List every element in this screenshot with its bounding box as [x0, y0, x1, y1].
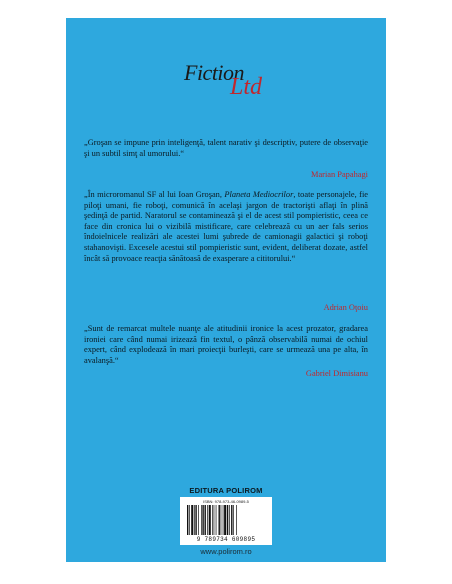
barcode-bar — [236, 505, 237, 535]
quote-2: „În microromanul SF al lui Ioan Groşan, Planeta Mediocrilor, toate personajele, fie piloţi umani, fie roboţi, comunică în acelaşi jargon de tractorişti aflaţi în plină şedinţă de partid. Naratorul se contaminează şi el de acest stil pompieristic, ceea ce face din cronica lui o vizibilă mistificare, care celebrează cu un aer fals serios îndoielnicele realizări ale acestei lumi şubrede de camionagii galactici şi roboţi stahanovişti. Excesele acestui stil pompieristic sunt, evident, deliberat dozate, astfel încât să provoace reacţia sănătoasă de exasperare a cititorului.“ — [84, 190, 368, 263]
quote-1-author: Marian Papahagi — [311, 170, 368, 179]
barcode-bar — [207, 505, 208, 535]
barcode-bar — [194, 505, 195, 535]
barcode-bar — [191, 505, 193, 535]
barcode-bar — [187, 505, 188, 535]
barcode-bar — [219, 505, 220, 535]
logo-word: Fiction — [184, 60, 245, 85]
barcode-bar — [223, 505, 224, 535]
barcode-bar — [202, 505, 203, 535]
barcode-bars — [186, 505, 266, 535]
barcode-bar — [201, 505, 202, 535]
quote-3: „Sunt de remarcat multele nuanţe ale atitudinii ironice la acest prozator, gradarea ironiei care când numai irizează fin textul, o pânză observabilă numai de ochiul expert, când explodează în mari proiecţii burleşti, care se urmează una pe alta, în avalanşă.“ — [84, 324, 368, 365]
barcode-bar — [205, 505, 206, 535]
barcode-bar — [212, 505, 213, 535]
barcode-bar — [227, 505, 228, 535]
quote-3-author: Gabriel Dimisianu — [305, 369, 368, 378]
barcode-bar — [214, 505, 215, 535]
barcode-bar — [224, 505, 226, 535]
barcode-bar — [198, 505, 199, 535]
quote-2-author: Adrian Oţoiu — [323, 303, 368, 312]
fiction-ltd-logo — [184, 60, 304, 110]
barcode-bar — [189, 505, 190, 535]
isbn-label: ISBN: 978-973-46-0989-5 — [203, 499, 249, 504]
barcode-bar — [229, 505, 230, 535]
barcode-bar — [221, 505, 222, 535]
publisher-name: EDITURA POLIROM — [189, 486, 263, 495]
barcode-bar — [233, 505, 234, 535]
barcode-bar — [216, 505, 217, 535]
barcode — [180, 497, 272, 545]
barcode-bar — [231, 505, 232, 535]
barcode-number: 9 789734 609895 — [196, 536, 256, 543]
barcode-bar — [209, 505, 211, 535]
website-url: www.polirom.ro — [200, 547, 252, 556]
quote-1: „Groşan se impune prin inteligenţă, talent narativ şi descriptiv, putere de observaţie şi un subtil simţ al umorului.“ — [84, 138, 368, 158]
back-cover — [66, 18, 386, 562]
barcode-bar — [195, 505, 196, 535]
book-title: Planeta Mediocrilor — [224, 190, 294, 199]
logo-suffix: Ltd — [230, 74, 263, 100]
